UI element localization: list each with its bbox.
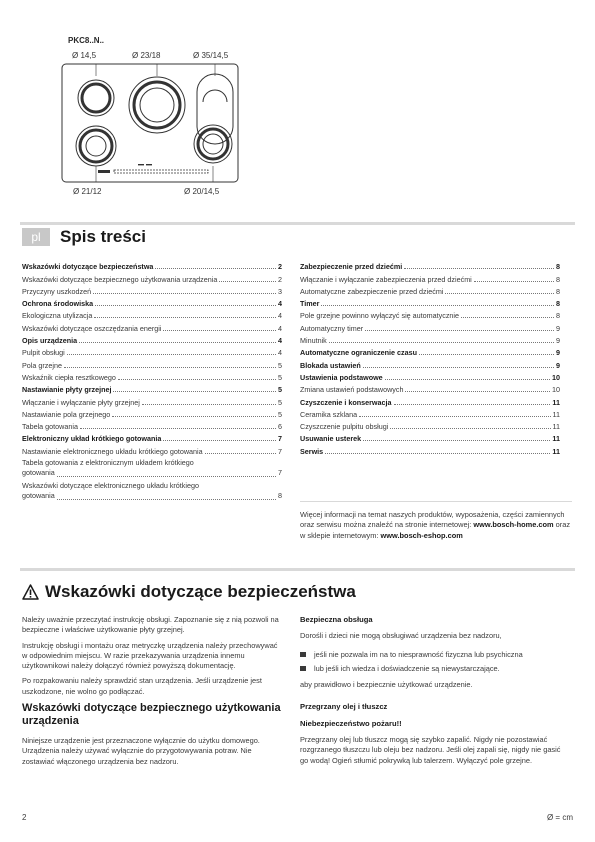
info-box: [300, 510, 572, 541]
toc-left-column: [22, 259, 282, 502]
toc-entry-label: Wskazówki dotyczące elektronicznego układu krótkiego: [22, 480, 199, 490]
toc-entry-label: Ochrona środowiska: [22, 299, 94, 309]
toc-entry-label: Włączanie i wyłączanie zabezpieczenia przed dziećmi: [300, 274, 472, 284]
toc-leader-dots: [363, 440, 550, 441]
toc-page-number: 5: [278, 397, 282, 407]
toc-leader-dots: [359, 416, 550, 417]
toc-entry[interactable]: [22, 456, 282, 479]
link-bosch-eshop[interactable]: www.bosch-eshop.com: [380, 530, 463, 540]
toc-entry-label: Serwis: [300, 446, 324, 456]
toc-leader-dots: [363, 367, 554, 368]
toc-leader-dots: [163, 330, 276, 331]
toc-entry[interactable]: [300, 370, 560, 382]
toc-entry[interactable]: [22, 271, 282, 283]
control-mark: [138, 164, 144, 165]
toc-entry-label: gotowania: [22, 491, 55, 501]
toc-entry-label: Pole grzejne powinno wyłączyć się automatycznie: [300, 311, 460, 321]
toc-page-number: 5: [278, 409, 282, 419]
toc-page-number: 8: [556, 262, 560, 272]
toc-leader-dots: [57, 476, 276, 477]
bullet-text: lub jeśli ich wiedza i doświadczenie są niewystarczające.: [314, 663, 500, 673]
toc-entry[interactable]: [22, 407, 282, 419]
toc-leader-dots: [405, 391, 550, 392]
toc-entry[interactable]: [22, 345, 282, 357]
toc-page-number: 11: [552, 422, 560, 432]
toc-page-number: 7: [278, 434, 282, 444]
toc-entry[interactable]: [22, 333, 282, 345]
toc-entry[interactable]: [300, 407, 560, 419]
toc-entry[interactable]: [300, 320, 560, 332]
toc-entry[interactable]: [300, 284, 560, 296]
toc-leader-dots: [390, 428, 550, 429]
toc-page-number: 8: [556, 311, 560, 321]
toc-leader-dots: [118, 379, 276, 380]
diameter-label-bottom-right: Ø 20/14,5: [184, 187, 220, 196]
info-text: oraz w sklepie internetowym:: [300, 520, 571, 540]
toc-page-number: 8: [556, 286, 560, 296]
toc-leader-dots: [219, 281, 276, 282]
paragraph: Po rozpakowaniu należy sprawdzić stan urządzenia. Jeśli urządzenie jest uszkodzone, nie wolno go podłączać.: [22, 676, 262, 696]
toc-entry-label: Opis urządzenia: [22, 336, 78, 346]
toc-entry-label: Wskazówki dotyczące oszczędzania energii: [22, 323, 162, 333]
toc-entry[interactable]: [22, 431, 282, 443]
toc-entry[interactable]: [300, 333, 560, 345]
toc-entry-label: Nastawianie elektronicznego układu krótkiego gotowania: [22, 446, 203, 456]
toc-entry[interactable]: [300, 443, 560, 455]
toc-page-number: 11: [552, 397, 560, 407]
toc-entry-label: Tabela gotowania z elektronicznym układem krótkiego: [22, 457, 194, 467]
overheated-oil-heading: Przegrzany olej i tłuszcz: [300, 702, 388, 712]
toc-entry-label: Czyszczenie pulpitu obsługi: [300, 422, 389, 432]
toc-leader-dots: [385, 379, 550, 380]
paragraph: aby prawidłowo i bezpiecznie użytkować urządzenie.: [300, 680, 473, 690]
toc-entry[interactable]: [300, 382, 560, 394]
toc-entry[interactable]: [300, 431, 560, 443]
bullet-item: [300, 650, 568, 660]
safety-left-column: [22, 615, 284, 772]
link-bosch-home[interactable]: www.bosch-home.com: [473, 520, 554, 530]
toc-entry[interactable]: [22, 382, 282, 394]
control-display: [98, 170, 110, 173]
toc-entry[interactable]: [22, 296, 282, 308]
toc-entry[interactable]: [22, 284, 282, 296]
diameter-label-bottom-left: Ø 21/12: [73, 187, 102, 196]
toc-leader-dots: [394, 404, 551, 405]
toc-leader-dots: [67, 354, 276, 355]
diameter-label-top-right: Ø 35/14,5: [193, 51, 229, 60]
paragraph: Niniejsze urządzenie jest przeznaczone wyłącznie do użytku domowego. Urządzenia należy używać wyłącznie do przygotowywania potraw. Nie zostawiać włączonego urządzenia bez nadzoru.: [22, 736, 260, 766]
toc-entry[interactable]: [22, 259, 282, 271]
toc-page-number: 11: [552, 446, 560, 456]
toc-leader-dots: [325, 453, 550, 454]
toc-leader-dots: [64, 367, 276, 368]
toc-leader-dots: [474, 281, 554, 282]
toc-page-number: 4: [278, 348, 282, 358]
toc-page-number: 9: [556, 336, 560, 346]
toc-entry[interactable]: [300, 296, 560, 308]
toc-entry-label: Timer: [300, 299, 320, 309]
toc-entry[interactable]: [22, 308, 282, 320]
toc-page-number: 8: [556, 299, 560, 309]
toc-entry-label: Automatyczne zabezpieczenie przed dziećmi: [300, 286, 444, 296]
toc-page-number: 5: [278, 360, 282, 370]
divider: [20, 568, 575, 571]
language-badge: pl: [22, 228, 50, 246]
toc-entry-label: Zmiana ustawień podstawowych: [300, 385, 404, 395]
paragraph: Dorośli i dzieci nie mogą obsługiwać urządzenia bez nadzoru,: [300, 631, 502, 641]
toc-leader-dots: [94, 317, 276, 318]
toc-entry-label: Czyszczenie i konserwacja: [300, 397, 392, 407]
toc-entry-label: Ustawienia podstawowe: [300, 372, 383, 382]
toc-page-number: 6: [278, 422, 282, 432]
toc-entry-label: Elektroniczny układ krótkiego gotowania: [22, 434, 162, 444]
toc-entry-label: Blokada ustawień: [300, 360, 361, 370]
model-label: PKC8..N..: [68, 36, 105, 45]
toc-entry-label: gotowania: [22, 468, 55, 478]
warning-triangle-icon: [22, 584, 39, 600]
toc-entry-label: Nastawianie pola grzejnego: [22, 409, 111, 419]
divider: [20, 222, 575, 225]
toc-page-number: 9: [556, 360, 560, 370]
toc-page-number: 10: [552, 385, 560, 395]
toc-leader-dots: [329, 342, 554, 343]
toc-leader-dots: [112, 416, 276, 417]
unit-note: Ø = cm: [546, 813, 573, 822]
toc-leader-dots: [79, 342, 276, 343]
toc-entry[interactable]: [22, 443, 282, 455]
toc-entry[interactable]: [300, 419, 560, 431]
toc-entry-label: Nastawianie płyty grzejnej: [22, 385, 112, 395]
toc-entry-label: Ceramika szklana: [300, 409, 358, 419]
toc-entry[interactable]: [22, 479, 282, 502]
toc-page-number: 8: [556, 274, 560, 284]
toc-page-number: 4: [278, 299, 282, 309]
toc-leader-dots: [365, 330, 554, 331]
toc-entry[interactable]: [22, 357, 282, 369]
info-text: Więcej informacji na temat naszych produktów, wyposażenia, części zamiennych oraz serwisu można znaleźć na stronie internetowej:: [300, 510, 565, 530]
toc-entry-label: Automatyczny timer: [300, 323, 364, 333]
toc-entry-label: Tabela gotowania: [22, 422, 78, 432]
paragraph: Należy uważnie przeczytać instrukcję obsługi. Zapoznanie się z nią pozwoli na bezpieczne i właściwe użytkowanie płyty grzejnej.: [22, 615, 279, 635]
toc-leader-dots: [404, 268, 554, 269]
toc-entry[interactable]: [300, 394, 560, 406]
toc-leader-dots: [93, 293, 276, 294]
toc-leader-dots: [461, 317, 554, 318]
toc-leader-dots: [445, 293, 554, 294]
bullet-square-icon: [300, 652, 306, 657]
safe-operation-heading: Bezpieczna obsługa: [300, 615, 373, 624]
bullet-item: [300, 664, 568, 674]
toc-entry[interactable]: [22, 394, 282, 406]
toc-entry-label: Wskazówki dotyczące bezpieczeństwa: [22, 262, 154, 272]
toc-page-number: 9: [556, 348, 560, 358]
control-mark: [146, 164, 152, 165]
toc-entry-label: Wskaźnik ciepła resztkowego: [22, 372, 116, 382]
toc-leader-dots: [321, 305, 554, 306]
paragraph: Instrukcję obsługi i montażu oraz metryczkę urządzenia należy przechowywać w odpowiednim miejscu. W razie przekazywania urządzenia innemu użytkownikowi należy dołączyć również powyższą dokumentację.: [22, 640, 278, 671]
toc-entry[interactable]: [300, 345, 560, 357]
toc-leader-dots: [205, 453, 276, 454]
toc-leader-dots: [142, 404, 276, 405]
toc-leader-dots: [163, 440, 276, 441]
toc-entry[interactable]: [300, 259, 560, 271]
toc-page-number: 3: [278, 286, 282, 296]
diameter-label-top-left: Ø 14,5: [72, 51, 97, 60]
toc-page-number: 5: [278, 385, 282, 395]
toc-page-number: 7: [278, 468, 282, 478]
toc-leader-dots: [80, 428, 276, 429]
toc-page-number: 9: [556, 323, 560, 333]
toc-entry[interactable]: [300, 308, 560, 320]
toc-entry[interactable]: [22, 419, 282, 431]
toc-entry-label: Pola grzejne: [22, 360, 62, 370]
toc-page-number: 11: [552, 409, 560, 419]
toc-page-number: 2: [278, 274, 282, 284]
toc-page-number: 2: [278, 262, 282, 272]
toc-page-number: 4: [278, 311, 282, 321]
toc-leader-dots: [95, 305, 276, 306]
toc-entry-label: Wskazówki dotyczące bezpiecznego użytkowania urządzenia: [22, 274, 218, 284]
toc-entry[interactable]: [22, 320, 282, 332]
toc-page-number: 4: [278, 323, 282, 333]
cooktop-diagram: [60, 62, 240, 186]
toc-page-number: 7: [278, 446, 282, 456]
toc-entry[interactable]: [300, 271, 560, 283]
toc-entry-label: Włączanie i wyłączanie płyty grzejnej: [22, 397, 140, 407]
bullet-square-icon: [300, 666, 306, 671]
toc-page-number: 8: [278, 491, 282, 501]
fire-hazard-heading: Niebezpieczeństwo pożaru!!: [300, 718, 402, 728]
toc-entry-label: Pulpit obsługi: [22, 348, 65, 358]
toc-right-column: [300, 259, 560, 456]
toc-page-number: 11: [552, 434, 560, 444]
toc-leader-dots: [57, 499, 276, 500]
toc-leader-dots: [113, 391, 276, 392]
toc-entry-label: Automatyczne ograniczenie czasu: [300, 348, 418, 358]
toc-title: Spis treści: [60, 227, 146, 246]
toc-entry-label: Zabezpieczenie przed dziećmi: [300, 262, 403, 272]
page-number: 2: [22, 813, 27, 822]
toc-entry-label: Usuwanie usterek: [300, 434, 362, 444]
toc-entry[interactable]: [22, 370, 282, 382]
toc-page-number: 10: [552, 372, 560, 382]
bullet-text: jeśli nie pozwala im na to niesprawność fizyczna lub psychiczna: [314, 649, 523, 659]
safe-use-subheading: Wskazówki dotyczące bezpiecznego użytkowania urządzenia: [22, 702, 281, 728]
toc-entry-label: Minutnik: [300, 336, 327, 346]
info-divider: [300, 501, 572, 502]
paragraph: Przegrzany olej lub tłuszcz mogą się szybko zapalić. Nigdy nie pozostawiać rozgrzanego tłuszczu lub oleju bez nadzoru. Jeśli olej zapali się, nigdy nie gasić go wodą! Ogień stłumić pokrywką lub talerzem. Wyłączyć pole grzejne.: [300, 735, 561, 765]
toc-page-number: 4: [278, 336, 282, 346]
safety-right-column: [300, 615, 568, 771]
toc-entry[interactable]: [300, 357, 560, 369]
toc-entry-label: Ekologiczna utylizacja: [22, 311, 93, 321]
toc-leader-dots: [155, 268, 276, 269]
toc-page-number: 5: [278, 372, 282, 382]
toc-entry-label: Przyczyny uszkodzeń: [22, 286, 92, 296]
diameter-label-top-middle: Ø 23/18: [132, 51, 161, 60]
toc-leader-dots: [419, 354, 554, 355]
safety-title-block: [22, 582, 356, 602]
safety-title: Wskazówki dotyczące bezpieczeństwa: [45, 582, 356, 601]
